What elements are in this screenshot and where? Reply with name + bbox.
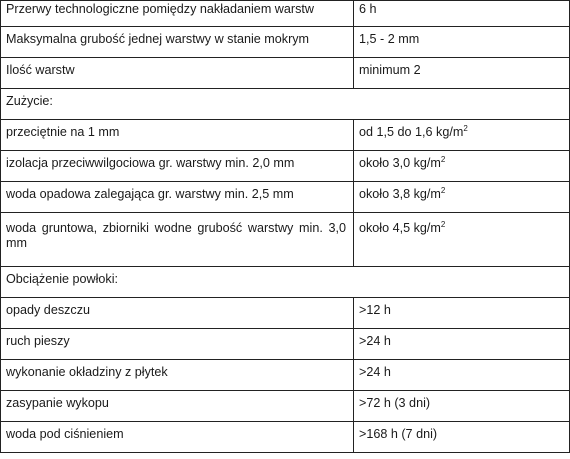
- value-cell: 6 h: [354, 1, 570, 27]
- table-row: [1, 120, 570, 151]
- section-header: Zużycie:: [1, 89, 570, 120]
- label-cell: woda opadowa zalegająca gr. warstwy min. 2,5 mm: [1, 182, 354, 213]
- table-row: [1, 213, 570, 267]
- label-cell: woda pod ciśnieniem: [1, 422, 354, 453]
- table-row: [1, 182, 570, 213]
- section-header: Obciążenie powłoki:: [1, 267, 570, 298]
- value-text: około 3,0 kg/m: [359, 156, 441, 170]
- unit-exponent: 2: [463, 123, 468, 133]
- value-text: około 4,5 kg/m: [359, 221, 441, 235]
- label-cell: wykonanie okładziny z płytek: [1, 360, 354, 391]
- label-cell: izolacja przeciwwilgociowa gr. warstwy min. 2,0 mm: [1, 151, 354, 182]
- value-cell: 1,5 - 2 mm: [354, 27, 570, 58]
- value-cell: >168 h (7 dni): [354, 422, 570, 453]
- label-cell: ruch pieszy: [1, 329, 354, 360]
- value-cell: [354, 213, 570, 267]
- table-row: [1, 329, 570, 360]
- table-row: [1, 27, 570, 58]
- table-row: [1, 151, 570, 182]
- unit-exponent: 2: [440, 154, 446, 164]
- table-row: [1, 360, 570, 391]
- label-cell: zasypanie wykopu: [1, 391, 354, 422]
- value-cell: >12 h: [354, 298, 570, 329]
- value-text: około 3,8 kg/m: [359, 187, 441, 201]
- value-cell: minimum 2: [354, 58, 570, 89]
- label-cell: woda gruntowa, zbiorniki wodne grubość warstwy min. 3,0 mm: [1, 213, 354, 267]
- value-text: od 1,5 do 1,6 kg/m: [359, 125, 464, 139]
- table-row: [1, 298, 570, 329]
- label-cell: przeciętnie na 1 mm: [1, 120, 354, 151]
- unit-exponent: 2: [440, 219, 446, 229]
- value-cell: >72 h (3 dni): [354, 391, 570, 422]
- section-row: [1, 89, 570, 120]
- value-cell: >24 h: [354, 360, 570, 391]
- value-cell: [354, 182, 570, 213]
- label-cell: Ilość warstw: [1, 58, 354, 89]
- section-row: [1, 267, 570, 298]
- value-cell: [354, 120, 570, 151]
- label-cell: Przerwy technologiczne pomiędzy nakładaniem warstw: [1, 1, 354, 27]
- value-cell: >24 h: [354, 329, 570, 360]
- table-row: [1, 1, 570, 27]
- table-row: [1, 422, 570, 453]
- table-row: [1, 391, 570, 422]
- unit-exponent: 2: [440, 185, 446, 195]
- table-row: [1, 58, 570, 89]
- label-cell: opady deszczu: [1, 298, 354, 329]
- label-cell: Maksymalna grubość jednej warstwy w stanie mokrym: [1, 27, 354, 58]
- value-cell: [354, 151, 570, 182]
